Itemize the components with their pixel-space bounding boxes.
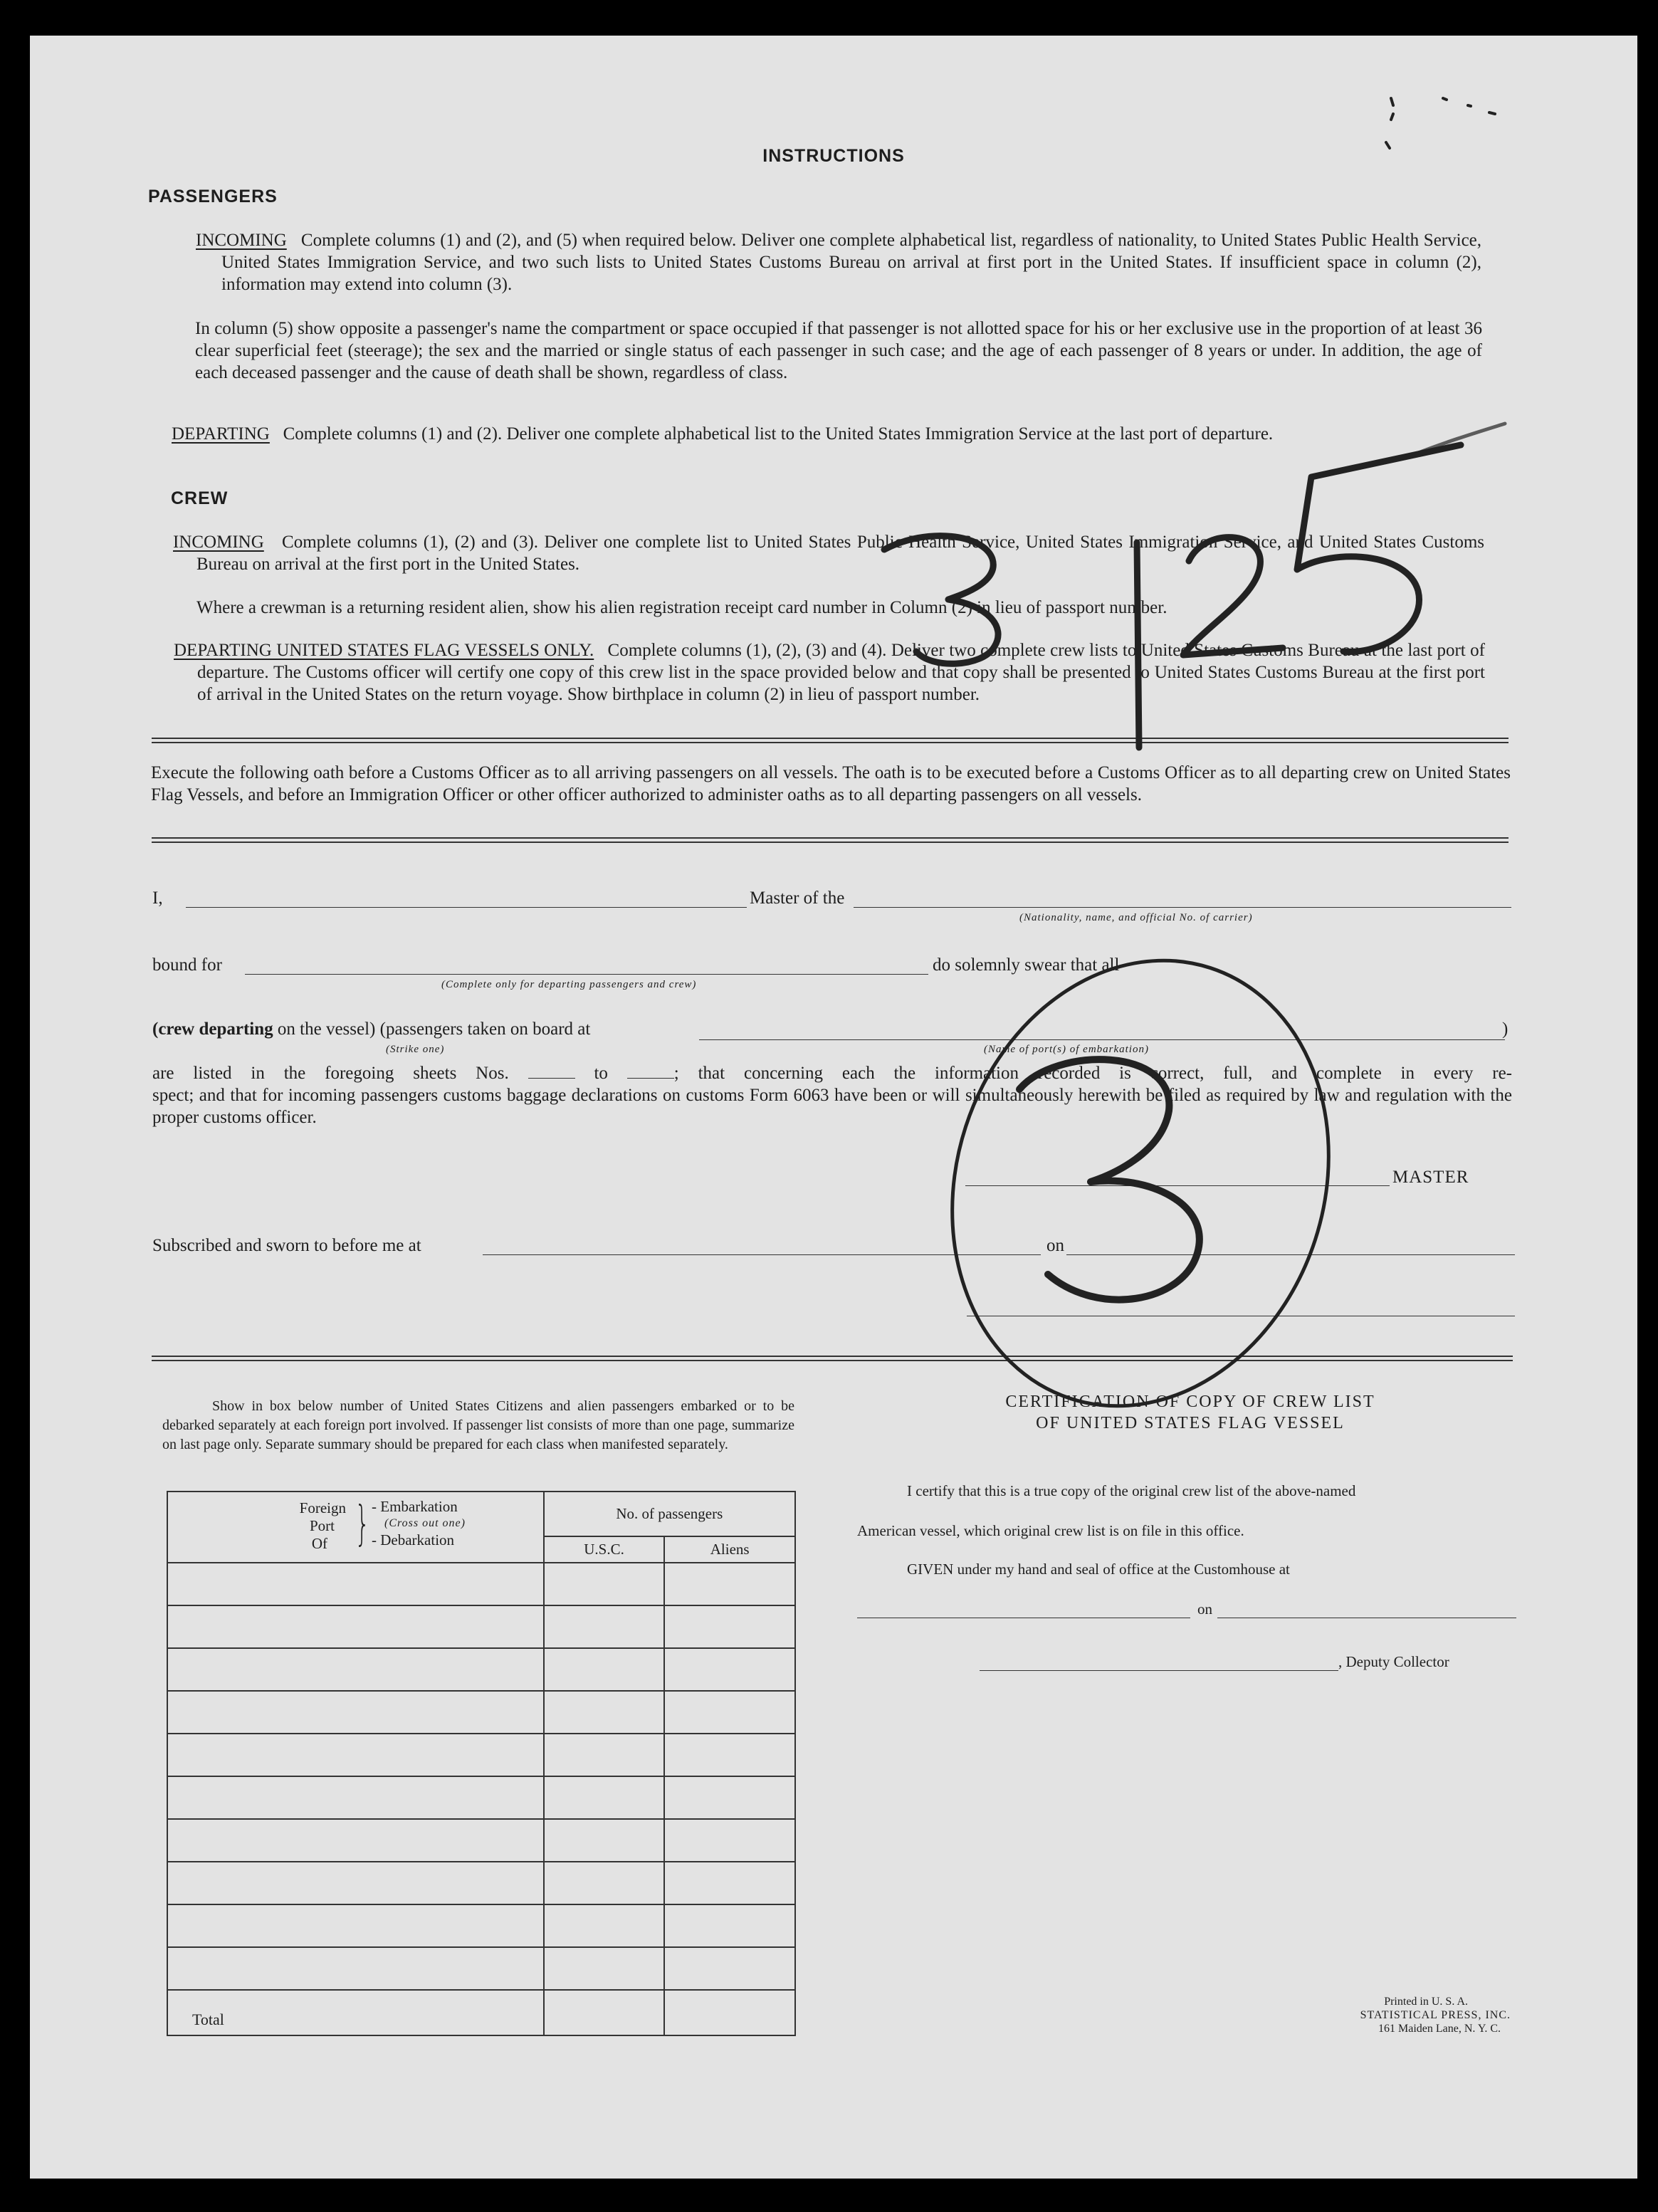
port-cell[interactable] [167,1605,544,1648]
aliens-cell[interactable] [664,1691,795,1734]
aliens-cell[interactable] [664,1605,795,1648]
usc-cell[interactable] [544,1563,665,1605]
brace-icon: } [355,1496,370,1551]
certify-line-2: American vessel, which original crew list is on file in this office. [857,1522,1244,1539]
sheet-from-field[interactable] [528,1078,575,1079]
printer-line2: STATISTICAL PRESS, INC. [1360,2009,1511,2021]
port-cell[interactable] [167,1947,544,1990]
listed-line1-start: are listed in the foregoing sheets Nos. [152,1064,509,1083]
instructions-title: INSTRUCTIONS [762,146,905,166]
aliens-cell[interactable] [664,1862,795,1904]
sworn-place-field[interactable] [483,1254,1041,1255]
printer-line3: 161 Maiden Lane, N. Y. C. [1378,2023,1501,2035]
port-cell[interactable] [167,1819,544,1862]
passengers-incoming-paragraph [196,229,1481,295]
total-row [167,1990,795,2035]
port-of-embarkation-field[interactable] [699,1039,1505,1040]
listed-to-label: to [594,1064,608,1083]
usc-cell[interactable] [544,1819,665,1862]
table-row [167,1605,795,1648]
passengers-departing-text: Complete columns (1) and (2). Deliver one complete alphabetical list to the United States Immigration Service at the last port of departure. [283,424,1274,444]
crew-heading: CREW [171,488,229,508]
total-label: Total [167,1990,544,2035]
crew-departing-text: Complete columns (1), (2), (3) and (4). Deliver two complete crew lists to United States Customs Bureau at the last port of departure. The Customs officer will certify one copy of this crew list in the space provided below and that copy shall be presented to United States Customs Bureau at the first port of arrival in the United States on the return voyage. Show birthplace in column (2) in lieu of passport number. [197,641,1485,704]
table-row [167,1648,795,1691]
strike-line [152,1018,590,1040]
usc-cell[interactable] [544,1691,665,1734]
crew-resident-paragraph: Where a crewman is a returning resident alien, show his alien registration receipt card number in Column (2) in lieu of passport number. [196,598,1168,617]
table-row [167,1776,795,1819]
master-label: MASTER [1392,1168,1469,1187]
no-of-passengers-header: No. of passengers [544,1492,795,1536]
aliens-cell[interactable] [664,1904,795,1947]
section-divider [152,738,1509,743]
aliens-cell[interactable] [664,1819,795,1862]
listed-line-1 [152,1062,1512,1084]
printer-line1: Printed in U. S. A. [1384,1996,1468,2008]
usc-cell[interactable] [544,1734,665,1776]
port-cell[interactable] [167,1648,544,1691]
certify-line-1: I certify that this is a true copy of the original crew list of the above-named [907,1482,1356,1499]
passengers-incoming-label: INCOMING [196,231,287,250]
port-cell[interactable] [167,1904,544,1947]
table-row [167,1904,795,1947]
bound-for-label: bound for [152,955,222,975]
bound-for-field[interactable] [245,974,928,975]
certification-title-line2: OF UNITED STATES FLAG VESSEL [1036,1414,1345,1432]
printer-imprint [1240,1995,1511,2035]
handwritten-circled-3 [896,911,1385,1455]
foreign-port-header [167,1492,544,1563]
aliens-total-cell[interactable] [664,1990,795,2035]
i-label: I, [152,889,163,908]
crew-incoming-label: INCOMING [173,533,264,552]
listed-rest: spect; and that for incoming passengers customs baggage declarations on customs Form 6063 have been or will simultaneously herewith be filed as required by law and regulation with the proper customs officer. [152,1086,1512,1127]
oath-divider [152,837,1509,843]
carrier-field[interactable] [854,907,1511,908]
nationality-note: (Nationality, name, and official No. of carrier) [1019,912,1253,923]
port-cell[interactable] [167,1563,544,1605]
passengers-taken-option[interactable]: (passengers taken on board at [379,1019,591,1039]
oath-intro: Execute the following oath before a Customs Officer as to all arriving passengers on all vessels. The oath is to be executed before a Customs Officer as to all departing crew on United States Flag Vessels, and before an Immigration Officer or other officer authorized to administer oaths as to all departing passengers on all vessels. [151,763,1511,804]
table-row [167,1947,795,1990]
certification-title-line1: CERTIFICATION OF COPY OF CREW LIST [1005,1393,1375,1411]
port-cell[interactable] [167,1691,544,1734]
passengers-heading: PASSENGERS [148,187,278,206]
crew-departing-option[interactable]: (crew departing [152,1019,273,1039]
listed-line1-end: ; that concerning each the information recorded is correct, full, and complete in every re- [673,1064,1512,1083]
aliens-cell[interactable] [664,1563,795,1605]
usc-cell[interactable] [544,1776,665,1819]
usc-cell[interactable] [544,1904,665,1947]
aliens-cell[interactable] [664,1648,795,1691]
on-the-vessel-text: on the vessel) [277,1019,376,1039]
deputy-collector-label: , Deputy Collector [1338,1653,1449,1670]
strike-one-note: (Strike one) [386,1044,445,1055]
embarkation-label[interactable]: - Embarkation [372,1498,458,1515]
swear-text: do solemnly swear that all [933,955,1120,975]
table-row [167,1734,795,1776]
table-row [167,1862,795,1904]
usc-cell[interactable] [544,1648,665,1691]
port-cell[interactable] [167,1862,544,1904]
cross-out-note: (Cross out one) [384,1517,466,1529]
port-cell[interactable] [167,1734,544,1776]
certification-title [884,1391,1496,1434]
passengers-departing-paragraph [172,423,1482,445]
crew-departing-paragraph [174,639,1485,706]
sworn-date-field[interactable] [1066,1254,1515,1255]
deputy-collector-signature[interactable] [980,1670,1338,1671]
sheet-to-field[interactable] [627,1078,674,1079]
aliens-cell[interactable] [664,1734,795,1776]
sworn-on-label: on [1046,1236,1064,1255]
passengers-column5-paragraph: In column (5) show opposite a passenger's name the compartment or space occupied if that passenger is not allotted space for his or her exclusive use in the proportion of at least 36 clear superficial feet (steerage); the sex and the married or single status of each passenger in such case; and the age of each passenger of 8 years or under. In addition, the age of each deceased passenger and the cause of death shall be shown, regardless of class. [195,319,1482,382]
foreign-label: Foreign [299,1499,346,1516]
form-page [30,36,1637,2179]
table-row [167,1819,795,1862]
usc-header: U.S.C. [544,1536,665,1563]
aliens-cell[interactable] [664,1776,795,1819]
crew-incoming-text: Complete columns (1), (2) and (3). Deliver one complete list to United States Public Health Service, United States Immigration Service, and United States Customs Bureau on arrival at the first port in the United States. [196,533,1485,574]
master-name-field[interactable] [186,907,747,908]
subscribed-label: Subscribed and sworn to before me at [152,1236,421,1255]
lower-divider [152,1356,1513,1361]
crew-incoming-paragraph [173,531,1484,575]
usc-cell[interactable] [544,1605,665,1648]
aliens-cell[interactable] [664,1947,795,1990]
master-signature-field[interactable] [965,1185,1390,1186]
table-row [167,1563,795,1605]
summary-instructions: Show in box below number of United States Citizens and alien passengers embarked or to be debarked separately at each foreign port involved. If passenger list consists of more than one page, summarize on last page only. Separate summary should be prepared for each class when manifested separately. [162,1398,794,1452]
passenger-summary-table [167,1491,796,2036]
port-cell[interactable] [167,1776,544,1819]
port-note: (Name of port(s) of embarkation) [984,1044,1149,1055]
passengers-incoming-text: Complete columns (1) and (2), and (5) when required below. Deliver one complete alphabetical list, regardless of nationality, to United States Public Health Service, United States Immigration Service, and two such lists to United States Customs Bureau on arrival at first port in the United States. If insufficient space in column (2), information may extend into column (3). [221,231,1482,294]
port-label: Port [309,1517,335,1534]
close-paren: ) [1502,1019,1509,1039]
crew-departing-label: DEPARTING UNITED STATES FLAG VESSELS ONLY. [174,641,594,660]
master-of-the-label: Master of the [750,889,845,908]
complete-only-note: (Complete only for departing passengers and crew) [441,979,697,990]
certification-on-label: on [1197,1600,1212,1618]
given-line: GIVEN under my hand and seal of office at the Customhouse at [907,1561,1290,1578]
usc-cell[interactable] [544,1862,665,1904]
aliens-header: Aliens [664,1536,795,1563]
table-row [167,1691,795,1734]
of-label: Of [311,1535,327,1552]
usc-cell[interactable] [544,1947,665,1990]
passengers-departing-label: DEPARTING [172,424,270,444]
usc-total-cell[interactable] [544,1990,665,2035]
debarkation-label[interactable]: - Debarkation [372,1531,455,1548]
